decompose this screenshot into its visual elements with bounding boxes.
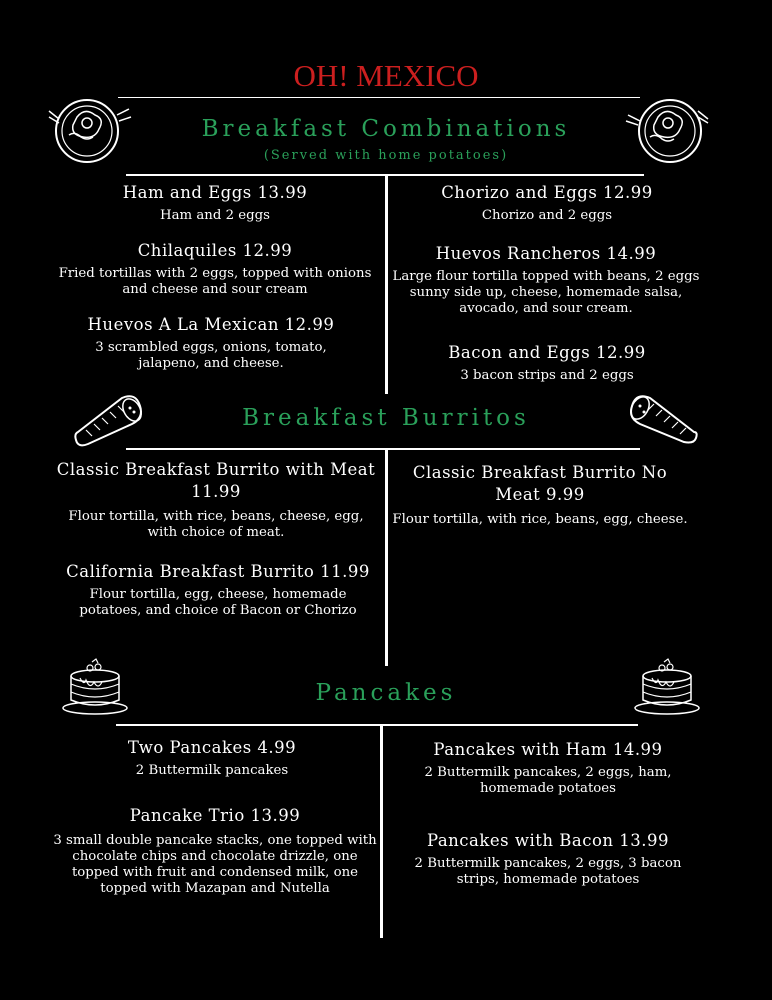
menu-item [390, 243, 702, 317]
restaurant-title: OH! MEXICO [293, 58, 479, 93]
section-divider [116, 724, 638, 726]
menu-item [392, 342, 702, 384]
item-name: California Breakfast Burrito 11.99 [66, 562, 370, 581]
item-name: Pancakes with Ham 14.99 [433, 740, 663, 759]
section-title-burritos: Breakfast Burritos [242, 405, 530, 431]
item-name: Ham and Eggs 13.99 [122, 183, 308, 202]
item-name: Chorizo and Eggs 12.99 [441, 183, 653, 202]
section-divider [126, 448, 640, 450]
menu-item [390, 739, 706, 797]
section-subtitle-combinations: (Served with home potatoes) [263, 148, 509, 163]
item-name: Pancake Trio 13.99 [129, 806, 301, 825]
menu-item [392, 182, 702, 224]
column-divider [385, 450, 388, 666]
menu-item [52, 805, 378, 897]
title-divider [118, 97, 640, 98]
column-divider [385, 176, 388, 394]
item-desc: 2 Buttermilk pancakes, 2 eggs, ham, homemade potatoes [424, 765, 672, 796]
item-desc: 3 scrambled eggs, onions, tomato, jalapeno, and cheese. [95, 340, 327, 371]
item-desc: 2 Buttermilk pancakes [135, 763, 289, 778]
item-desc: 3 bacon strips and 2 eggs [460, 368, 634, 383]
column-divider [380, 726, 383, 938]
menu-item [390, 830, 706, 888]
item-name: Huevos A La Mexican 12.99 [87, 315, 335, 334]
item-name: Huevos Rancheros 14.99 [435, 244, 657, 263]
menu-item [392, 462, 688, 528]
section-title-pancakes: Pancakes [315, 680, 457, 706]
item-name: Classic Breakfast Burrito No Meat 9.99 [412, 463, 668, 504]
item-name: Pancakes with Bacon 13.99 [426, 831, 670, 850]
item-desc: Large flour tortilla topped with beans, 2 eggs sunny side up, cheese, homemade salsa, avocado, and sour cream. [392, 269, 700, 316]
item-name: Two Pancakes 4.99 [127, 738, 297, 757]
item-desc: 3 small double pancake stacks, one topped with chocolate chips and chocolate drizzle, one topped with fruit and condensed milk, one topped with Mazapan and Nutella [53, 833, 377, 896]
item-desc: Fried tortillas with 2 eggs, topped with onions and cheese and sour cream [58, 266, 372, 297]
item-desc: 2 Buttermilk pancakes, 2 eggs, 3 bacon strips, homemade potatoes [414, 856, 682, 887]
item-desc: Flour tortilla, with rice, beans, cheese, egg, with choice of meat. [68, 509, 364, 540]
item-desc: Ham and 2 eggs [160, 208, 270, 223]
menu-item [62, 737, 362, 779]
item-name: Classic Breakfast Burrito with Meat 11.99 [56, 460, 376, 501]
item-name: Bacon and Eggs 12.99 [448, 343, 646, 362]
menu-item [50, 561, 386, 619]
menu-item [56, 459, 376, 541]
item-desc: Flour tortilla, with rice, beans, egg, cheese. [392, 512, 688, 527]
menu-item [56, 182, 374, 224]
item-name: Chilaquiles 12.99 [137, 241, 293, 260]
section-title-combinations: Breakfast Combinations [201, 116, 571, 142]
menu-item [56, 240, 374, 298]
item-desc: Flour tortilla, egg, cheese, homemade potatoes, and choice of Bacon or Chorizo [79, 587, 357, 618]
menu-item [66, 314, 356, 372]
item-desc: Chorizo and 2 eggs [481, 208, 613, 223]
